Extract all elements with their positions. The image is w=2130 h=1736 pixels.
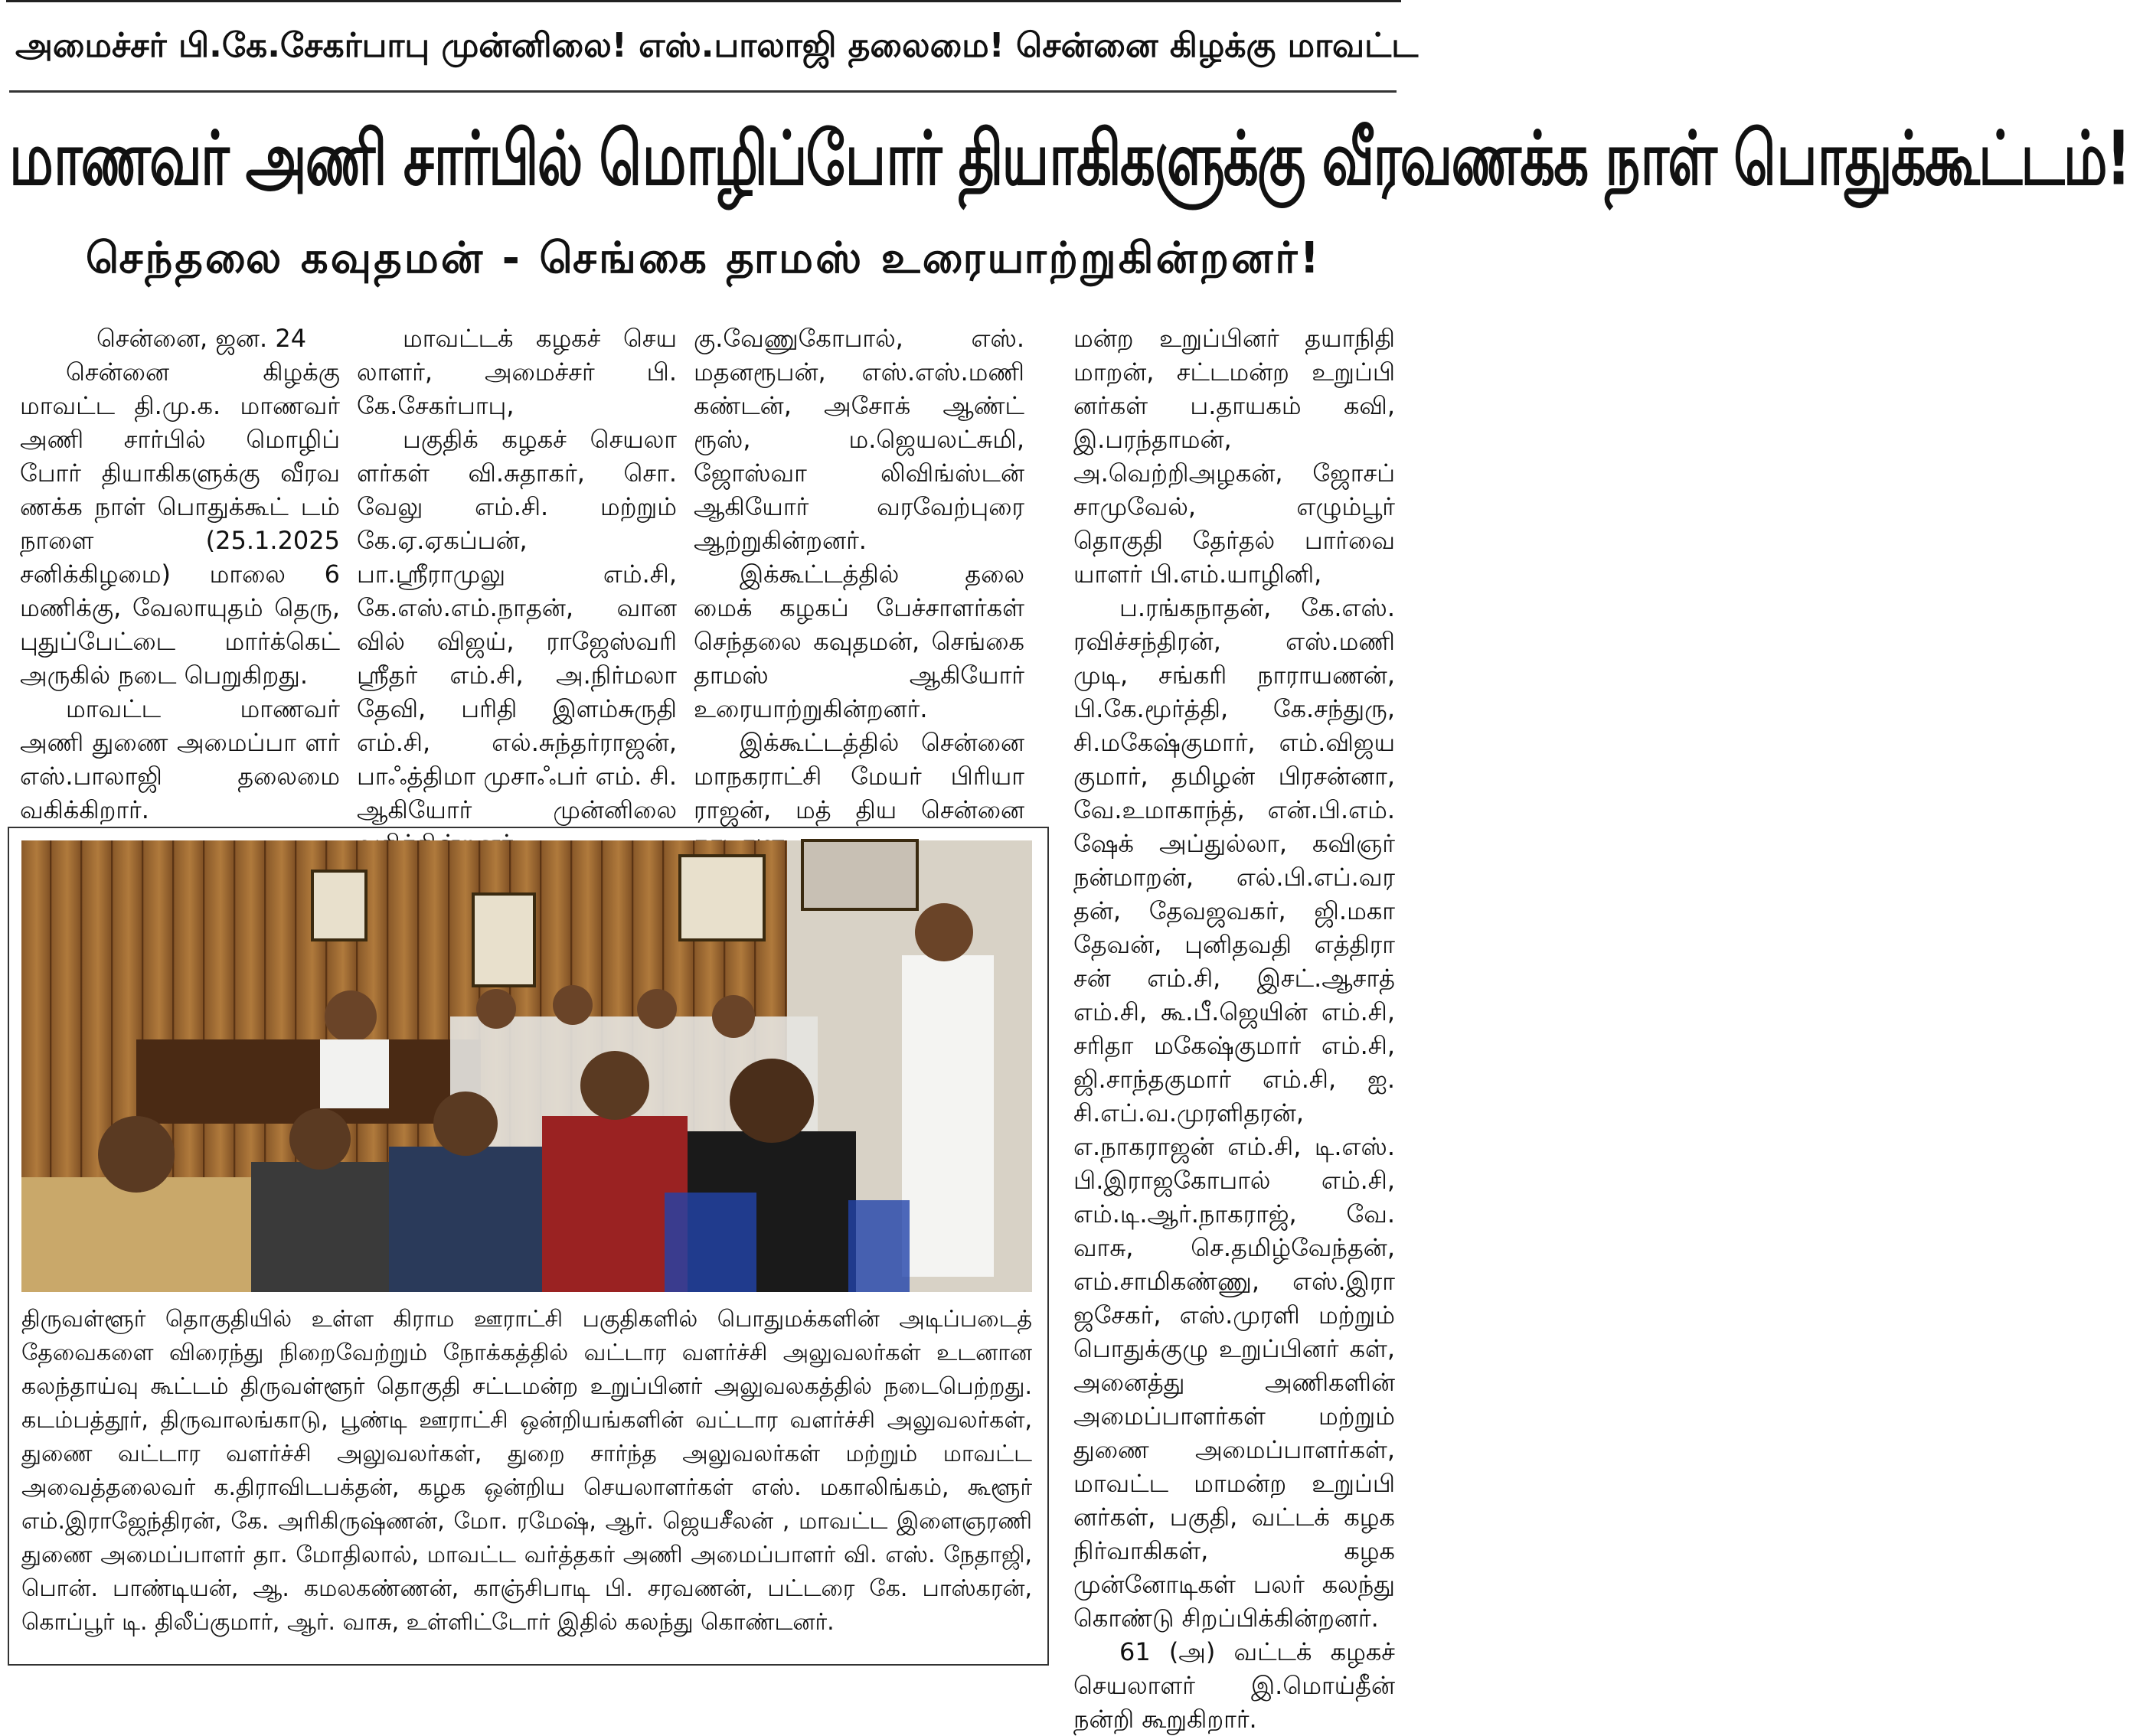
meeting-photo-illustration bbox=[21, 840, 1032, 1292]
article-column-2 bbox=[357, 321, 677, 860]
meeting-photo bbox=[21, 840, 1032, 1292]
paragraph: பகுதிக் கழகச் செயலா ளர்கள் வி.சுதாகர், சொ. வேலு எம்.சி. மற்றும் கே.ஏ.ஏகப்பன், பா.ஸ்ரீராமுலு எம்.சி, கே.எஸ்.எம்.நாதன், வான வில் விஜய், ராஜேஸ்வரி ஸ்ரீதர் எம்.சி, அ.நிர்மலா தேவி, பரிதி இளம்சுருதி எம்.சி, எல்.சுந்தர்ராஜன், பாஃத்திமா முசாஃபர் எம். சி. ஆகியோர் முன்னிலை bbox=[357, 425, 677, 824]
paragraph: மன்ற உறுப்பினர் தயாநிதி மாறன், சட்டமன்ற உறுப்பி னர்கள் ப.தாயகம் கவி, இ.பரந்தாமன், அ.வெற்றிஅழகன், ஜோசப் சாமுவேல், எழும்பூர் தொகுதி தேர்தல் பார்வை யாளர் பி.எம்.யாழினி, bbox=[1073, 324, 1395, 589]
dateline: சென்னை, ஜன. 24 bbox=[96, 324, 307, 353]
article-column-1 bbox=[20, 321, 340, 827]
headline: மாணவர் அணி சார்பில் மொழிப்போர் தியாகிகளுக்கு வீரவணக்க நாள் பொதுக்கூட்டம்! bbox=[9, 115, 2130, 202]
article-column-3 bbox=[694, 321, 1024, 860]
paragraph: 61 (அ) வட்டக் கழகச் செயலாளர் இ.மொய்தீன் நன்றி கூறுகிறார். bbox=[1073, 1637, 1395, 1734]
paragraph: இக்கூட்டத்தில் தலை மைக் கழகப் பேச்சாளர்கள் செந்தலை கவுதமன், செங்கை தாமஸ் ஆகியோர் உரையாற்றுகின்றனர். bbox=[694, 560, 1024, 723]
paragraph: இக்கூட்டத்தில் சென்னை மாநகராட்சி மேயர் பிரியா ராஜன், மத் திய சென்னை bbox=[694, 728, 1024, 824]
paragraph: மாவட்டக் கழகச் செய லாளர், அமைச்சர் பி. கே.சேகர்பாபு, bbox=[357, 324, 677, 420]
paragraph: ப.ரங்கநாதன், கே.எஸ். ரவிச்சந்திரன், எஸ்.மணி முடி, சங்கரி நாராயணன், பி.கே.மூர்த்தி, கே.சந்துரு, சி.மகேஷ்குமார், எம்.விஜய குமார், தமிழன் பிரசன்னா, வே.உமாகாந்த், என்.பி.எம். ஷேக் அப்துல்லா, கவிஞர் நன்மாறன், எல்.பி.எப்.வர தன், தேவஜவகர், ஜி.மகா தேவன், புனிதவதி எத்திரா சன் எம்.சி, இசட்.ஆசாத் எம்.சி, கூ.பீ.ஜெயின் எம்.சி, சரிதா மகேஷ்குமார் எம்.சி, ஜி.சாந்தகுமார் எம்.சி, ஐ. சி.எப்.வ.முரளிதரன், எ.நாகராஜன் எம்.சி, டி.எஸ். பி.இராஜகோபால் எம்.சி, எம்.டி.ஆர்.நாகராஜ், வே. வாசு, செ.தமிழ்வேந்தன், எம்.சாமிகண்ணு, எஸ்.இரா ஜசேகர், எஸ்.முரளி மற்றும் பொதுக்குழு உறுப்பினர் கள், அனைத்து அணிகளின் அமைப்பாளர்கள் மற்றும் துணை அமைப்பாளர்கள், மாவட்ட மாமன்ற உறுப்பி னர்கள், பகுதி, வட்டக் கழக நிர்வாகிகள், கழக முன்னோடிகள் பலர் கலந்து கொண்டு சிறப்பிக்கின்றனர். bbox=[1073, 593, 1395, 1633]
article-column-4 bbox=[1073, 321, 1395, 1734]
speakers-line: செந்தலை கவுதமன் - செங்கை தாமஸ் உரையாற்றுகின்றனர்! bbox=[85, 233, 1322, 283]
paragraph: சென்னை கிழக்கு மாவட்ட தி.மு.க. மாணவர் அணி சார்பில் மொழிப் போர் தியாகிகளுக்கு வீரவ ணக்க நாள் பொதுக்கூட் டம் நாளை (25.1.2025 சனிக்கிழமை) மாலை 6 மணிக்கு, வேலாயுதம் தெரு, புதுப்பேட்டை மார்க்கெட் அருகில் நடை பெறுகிறது. bbox=[20, 357, 340, 690]
paragraph: மாவட்ட மாணவர் அணி துணை அமைப்பா ளர் எஸ்.பாலாஜி தலைமை வகிக்கிறார். bbox=[20, 694, 340, 824]
paragraph: கு.வேணுகோபால், எஸ். மதனரூபன், எஸ்.எஸ்.மணி கண்டன், அசோக் ஆண்ட் ரூஸ், ம.ஜெயலட்சுமி, ஜோஸ்வா லிவிங்ஸ்டன் ஆகியோர் வரவேற்புரை ஆற்றுகின்றனர். bbox=[694, 324, 1024, 555]
top-border bbox=[6, 0, 1401, 2]
subheadline: அமைச்சர் பி.கே.சேகர்பாபு முன்னிலை! எஸ்.பாலாஜி தலைமை! சென்னை கிழக்கு மாவட்ட bbox=[15, 26, 1419, 65]
rule-top bbox=[9, 90, 1397, 93]
photo-caption: திருவள்ளூர் தொகுதியில் உள்ள கிராம ஊராட்சி பகுதிகளில் பொதுமக்களின் அடிப்படைத் தேவைகளை விரைந்து நிறைவேற்றும் நோக்கத்தில் வட்டார வளர்ச்சி அலுவலர்கள் உடனான கலந்தாய்வு கூட்டம் திருவள்ளூர் தொகுதி சட்டமன்ற உறுப்பினர் அலுவலகத்தில் நடைபெற்றது. கடம்பத்தூர், திருவாலங்காடு, பூண்டி ஊராட்சி ஒன்றியங்களின் வட்டார வளர்ச்சி அலுவலர்கள், துணை வட்டார வளர்ச்சி அலுவலர்கள், துறை சார்ந்த அலுவலர்கள் மற்றும் மாவட்ட அவைத்தலைவர் க.திராவிடபக்தன், கழக ஒன்றிய செயலாளர்கள் எஸ். மகாலிங்கம், கூளூர் எம்.இராஜேந்திரன், கே. அரிகிருஷ்ணன், மோ. ரமேஷ், ஆர். ஜெயசீலன் , மாவட்ட இளைஞரணி துணை அமைப்பாளர் தா. மோதிலால், மாவட்ட வர்த்தகர் அணி அமைப்பாளர் வி. எஸ். நேதாஜி, பொன். பாண்டியன், ஆ. கமலகண்ணன், காஞ்சிபாடி பி. சரவணன், பட்டரை கே. பாஸ்கரன், கொப்பூர் டி. திலீப்குமார், ஆர். வாசு, உள்ளிட்டோர் இதில் கலந்து கொண்டனர். bbox=[21, 1306, 1032, 1636]
